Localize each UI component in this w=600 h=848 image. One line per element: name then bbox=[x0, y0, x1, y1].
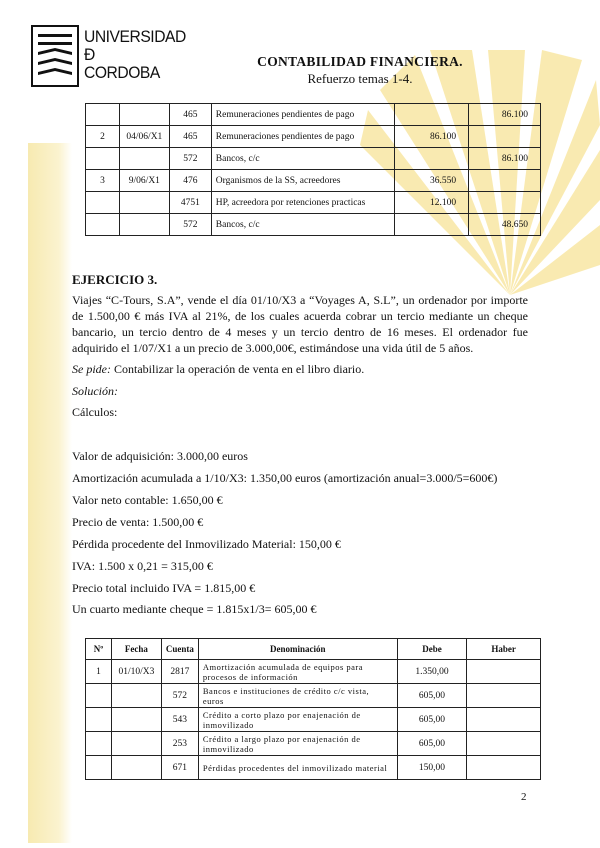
cell-fecha bbox=[119, 104, 169, 126]
cell-debe bbox=[395, 148, 469, 170]
table-row bbox=[86, 126, 541, 148]
table-row bbox=[86, 732, 541, 756]
course-title: CONTABILIDAD FINANCIERA. bbox=[257, 54, 463, 69]
cell-haber bbox=[467, 708, 541, 732]
exercise-title: EJERCICIO 3. bbox=[72, 272, 158, 287]
cell-debe bbox=[395, 214, 469, 236]
cell-cuenta: 572 bbox=[169, 214, 211, 236]
cell-cuenta: 4751 bbox=[169, 192, 211, 214]
cell-fecha bbox=[119, 148, 169, 170]
table-row bbox=[86, 756, 541, 780]
cell-cuenta: 2817 bbox=[161, 660, 198, 684]
cell-fecha bbox=[119, 192, 169, 214]
solucion-label: Solución: bbox=[72, 384, 118, 398]
table-row bbox=[86, 104, 541, 126]
cell-haber: 86.100 bbox=[469, 104, 541, 126]
logo-line-2: Ð bbox=[84, 45, 95, 64]
table-row bbox=[86, 148, 541, 170]
cell-denominacion: Pérdidas procedentes del inmovilizado material bbox=[198, 756, 397, 780]
exercise-statement: Viajes “C-Tours, S.A”, vende el día 01/10/X3 a “Voyages A, S.L”, un ordenador por importe de 1.500,00 € más IVA al 21%, de los cuales acuerda cobrar un tercio mediante un cheque bancario, un tercio dentro de 4 meses y un tercio dentro de 16 meses. El ordenador fue adquirido el 1/07/X1 a un precio de 3.000,00€, estimándose una vida útil de 5 años. bbox=[72, 293, 528, 355]
cell-cuenta: 465 bbox=[169, 104, 211, 126]
cell-denominacion: HP, acreedora por retenciones practicas bbox=[211, 192, 394, 214]
cell-debe: 605,00 bbox=[397, 684, 467, 708]
journal-table-solution bbox=[85, 638, 541, 780]
logo-line-3: CORDOBA bbox=[84, 63, 160, 82]
cell-denominacion: Crédito a largo plazo por enajenación de inmovilizado bbox=[198, 732, 397, 756]
cell-haber bbox=[467, 732, 541, 756]
university-logo bbox=[30, 24, 186, 88]
logo-wordmark bbox=[84, 28, 195, 82]
cell-fecha: 04/06/X1 bbox=[119, 126, 169, 148]
cell-haber bbox=[469, 170, 541, 192]
cell-debe: 36.550 bbox=[395, 170, 469, 192]
header-cuenta: Cuenta bbox=[161, 639, 198, 660]
cell-n bbox=[86, 756, 112, 780]
cell-n bbox=[86, 148, 120, 170]
cell-n bbox=[86, 104, 120, 126]
cell-debe: 86.100 bbox=[395, 126, 469, 148]
cell-fecha bbox=[111, 708, 161, 732]
cell-haber: 48.650 bbox=[469, 214, 541, 236]
cell-haber bbox=[469, 192, 541, 214]
cell-cuenta: 253 bbox=[161, 732, 198, 756]
cell-denominacion: Bancos, c/c bbox=[211, 148, 394, 170]
cell-n: 3 bbox=[86, 170, 120, 192]
table-row bbox=[86, 192, 541, 214]
header-n: Nº bbox=[86, 639, 112, 660]
decorative-side-band bbox=[28, 143, 72, 843]
cell-cuenta: 572 bbox=[169, 148, 211, 170]
cell-fecha bbox=[119, 214, 169, 236]
calc-line: Valor de adquisición: 3.000,00 euros bbox=[72, 449, 248, 463]
header-denominacion: Denominación bbox=[198, 639, 397, 660]
cell-n bbox=[86, 192, 120, 214]
calc-line: IVA: 1.500 x 0,21 = 315,00 € bbox=[72, 559, 213, 573]
table-row bbox=[86, 708, 541, 732]
cell-fecha bbox=[111, 684, 161, 708]
cell-cuenta: 671 bbox=[161, 756, 198, 780]
cell-denominacion: Organismos de la SS, acreedores bbox=[211, 170, 394, 192]
cell-n: 2 bbox=[86, 126, 120, 148]
university-seal-icon bbox=[30, 24, 80, 88]
table-row bbox=[86, 170, 541, 192]
cell-haber bbox=[469, 126, 541, 148]
se-pide-text: Contabilizar la operación de venta en el libro diario. bbox=[110, 362, 365, 376]
header-fecha: Fecha bbox=[111, 639, 161, 660]
course-subtitle: Refuerzo temas 1-4. bbox=[307, 71, 413, 86]
cell-debe: 1.350,00 bbox=[397, 660, 467, 684]
table-row bbox=[86, 214, 541, 236]
se-pide-label: Se pide: bbox=[72, 362, 111, 376]
cell-n bbox=[86, 214, 120, 236]
calc-line: Valor neto contable: 1.650,00 € bbox=[72, 493, 223, 507]
cell-cuenta: 572 bbox=[161, 684, 198, 708]
cell-denominacion: Bancos, c/c bbox=[211, 214, 394, 236]
cell-fecha: 01/10/X3 bbox=[111, 660, 161, 684]
se-pide-line bbox=[72, 362, 364, 377]
cell-debe: 605,00 bbox=[397, 732, 467, 756]
header-haber: Haber bbox=[467, 639, 541, 660]
journal-table-previous bbox=[85, 103, 541, 236]
cell-n bbox=[86, 684, 112, 708]
cell-denominacion: Crédito a corto plazo por enajenación de inmovilizado bbox=[198, 708, 397, 732]
cell-fecha bbox=[111, 732, 161, 756]
cell-cuenta: 476 bbox=[169, 170, 211, 192]
cell-debe: 12.100 bbox=[395, 192, 469, 214]
cell-cuenta: 543 bbox=[161, 708, 198, 732]
cell-haber: 86.100 bbox=[469, 148, 541, 170]
cell-denominacion: Remuneraciones pendientes de pago bbox=[211, 126, 394, 148]
cell-denominacion: Bancos e instituciones de crédito c/c vista, euros bbox=[198, 684, 397, 708]
calc-line: Precio de venta: 1.500,00 € bbox=[72, 515, 204, 529]
cell-haber bbox=[467, 684, 541, 708]
calc-line: Amortización acumulada a 1/10/X3: 1.350,00 euros (amortización anual=3.000/5=600€) bbox=[72, 471, 498, 485]
cell-cuenta: 465 bbox=[169, 126, 211, 148]
cell-denominacion: Remuneraciones pendientes de pago bbox=[211, 104, 394, 126]
cell-n bbox=[86, 732, 112, 756]
calc-line: Precio total incluido IVA = 1.815,00 € bbox=[72, 581, 256, 595]
table-row bbox=[86, 660, 541, 684]
cell-debe bbox=[395, 104, 469, 126]
page-number: 2 bbox=[521, 791, 527, 803]
cell-fecha bbox=[111, 756, 161, 780]
cell-debe: 605,00 bbox=[397, 708, 467, 732]
calculos-label: Cálculos: bbox=[72, 405, 118, 419]
logo-line-1: UNIVERSIDAD bbox=[84, 27, 186, 46]
cell-haber bbox=[467, 660, 541, 684]
table-header-row bbox=[86, 639, 541, 660]
calc-line: Pérdida procedente del Inmovilizado Material: 150,00 € bbox=[72, 537, 341, 551]
cell-haber bbox=[467, 756, 541, 780]
cell-n: 1 bbox=[86, 660, 112, 684]
cell-n bbox=[86, 708, 112, 732]
calc-line: Un cuarto mediante cheque = 1.815x1/3= 605,00 € bbox=[72, 602, 317, 616]
cell-fecha: 9/06/X1 bbox=[119, 170, 169, 192]
cell-debe: 150,00 bbox=[397, 756, 467, 780]
cell-denominacion: Amortización acumulada de equipos para procesos de información bbox=[198, 660, 397, 684]
header-debe: Debe bbox=[397, 639, 467, 660]
table-row bbox=[86, 684, 541, 708]
